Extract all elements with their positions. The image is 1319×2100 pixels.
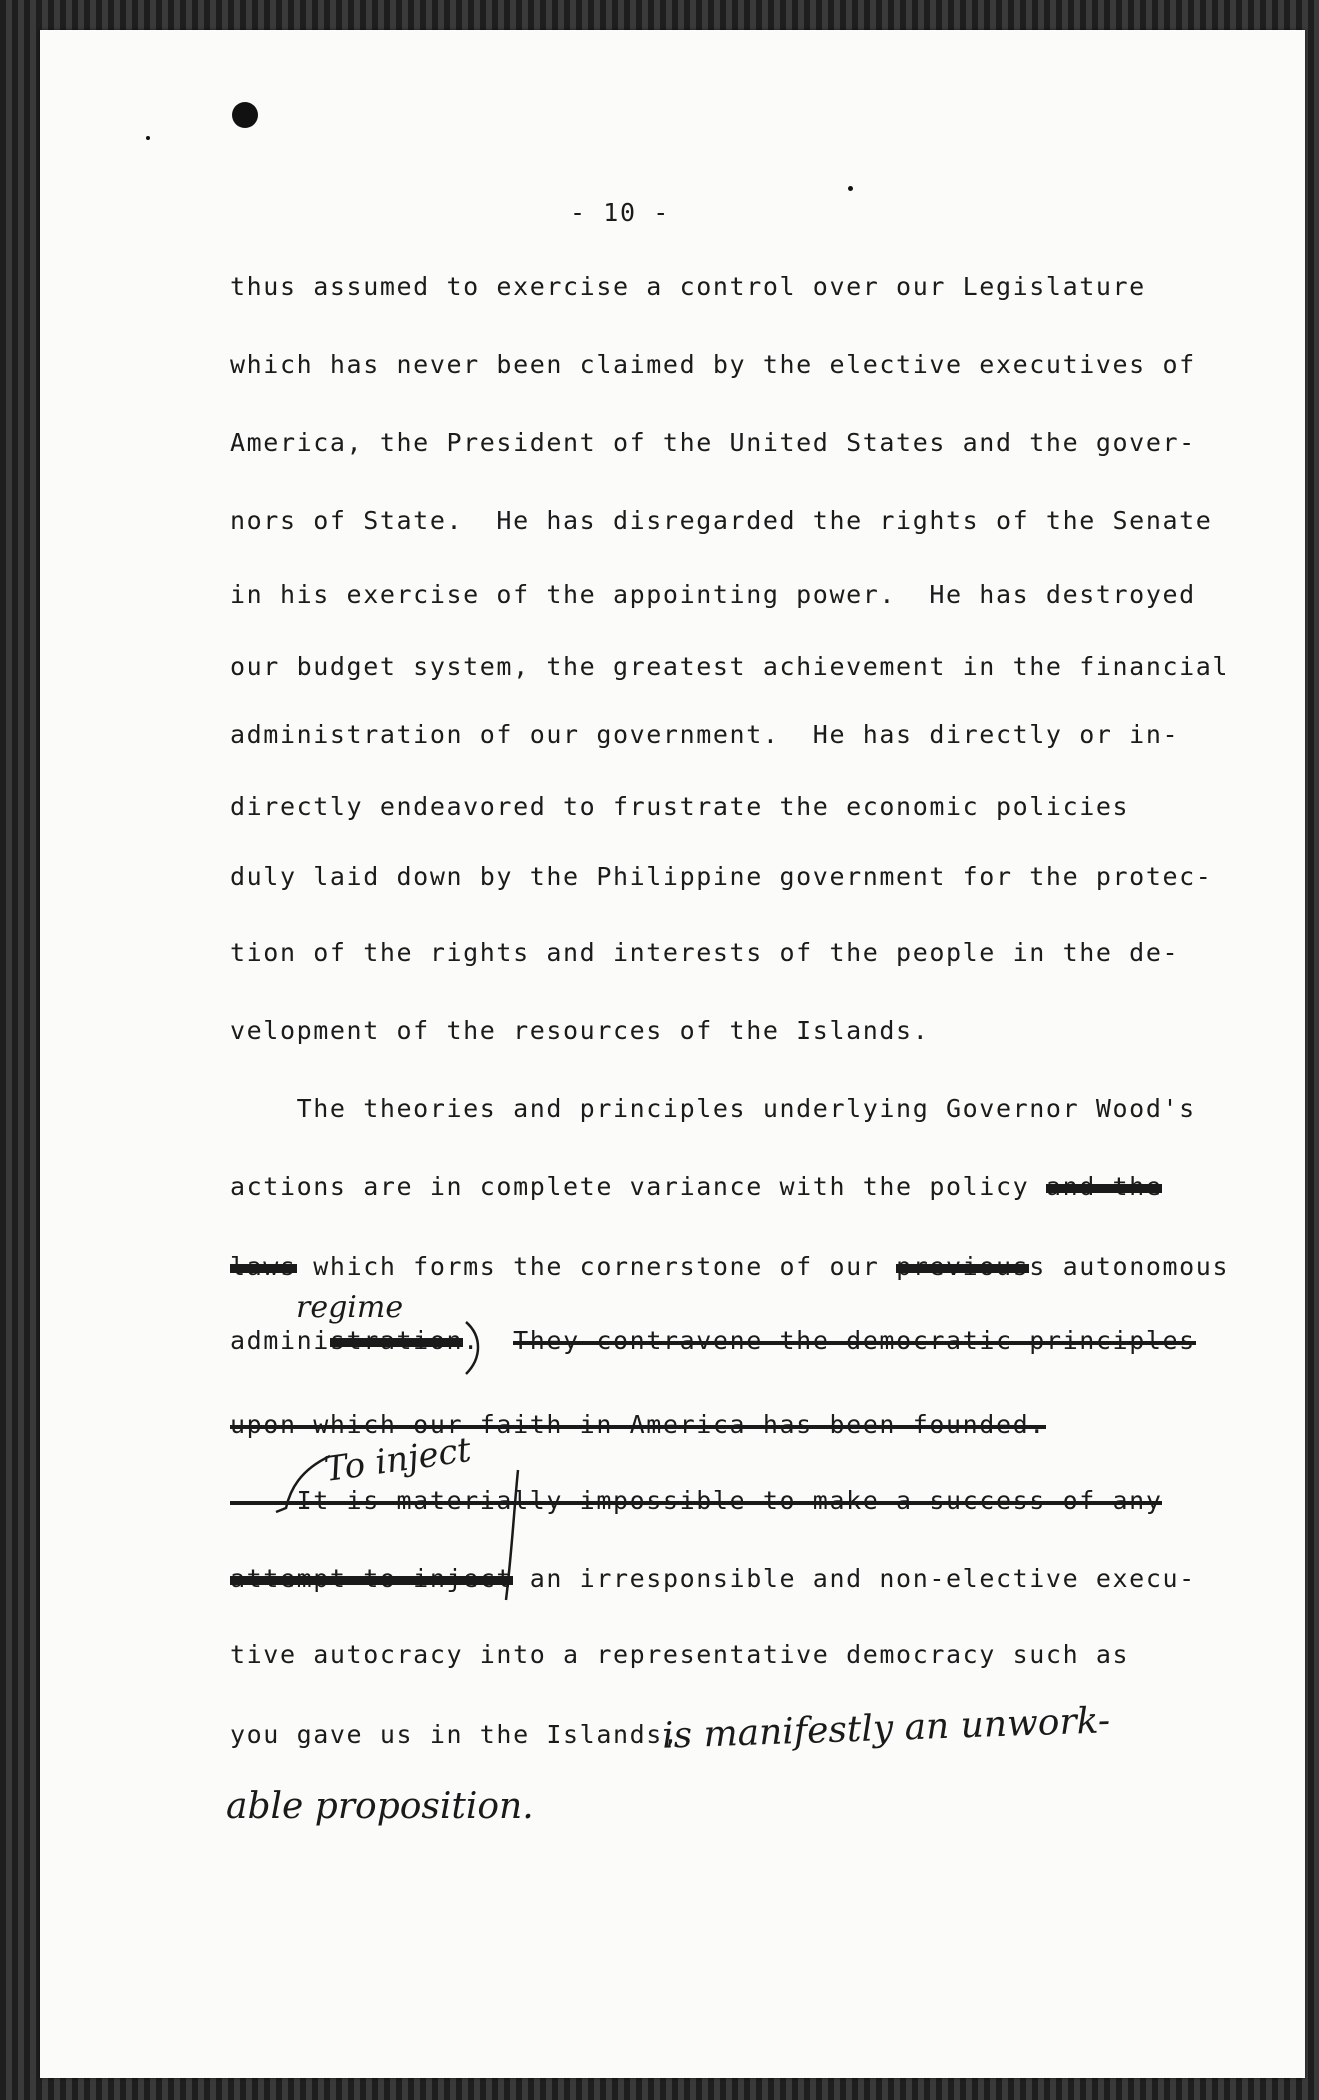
handwritten-ending: able proposition. bbox=[226, 1786, 534, 1827]
insertion-paren bbox=[460, 1318, 490, 1378]
text-line: duly laid down by the Philippine government for the protec- bbox=[230, 862, 1213, 891]
text-line: nors of State. He has disregarded the rights of the Senate bbox=[230, 506, 1213, 535]
struck-text: stration bbox=[329, 1326, 464, 1355]
handwritten-insertion-to-inject: To inject bbox=[321, 1429, 474, 1491]
text-line bbox=[230, 1326, 1196, 1356]
text-segment: s autonomous bbox=[1029, 1252, 1230, 1281]
ink-speck bbox=[848, 186, 853, 191]
struck-text: laws bbox=[230, 1252, 297, 1281]
text-line: which has never been claimed by the elective executives of bbox=[230, 350, 1196, 379]
text-line: tive autocracy into a representative democracy such as bbox=[230, 1640, 1130, 1669]
text-segment: admini bbox=[230, 1326, 330, 1355]
text-line bbox=[230, 1252, 1229, 1282]
text-segment: an irresponsible and non-elective execu- bbox=[513, 1564, 1196, 1593]
text-line: velopment of the resources of the Islands. bbox=[230, 1016, 930, 1045]
text-segment: . bbox=[463, 1326, 514, 1355]
text-line: tion of the rights and interests of the people in the de- bbox=[230, 938, 1180, 967]
struck-text: and the bbox=[1045, 1172, 1163, 1201]
text-line: administration of our government. He has directly or in- bbox=[230, 720, 1180, 749]
struck-text: They contravene the democratic principles bbox=[513, 1326, 1196, 1355]
page-number: - 10 - bbox=[570, 198, 670, 227]
text-line: directly endeavored to frustrate the economic policies bbox=[230, 792, 1130, 821]
text-line: in his exercise of the appointing power. He has destroyed bbox=[230, 580, 1196, 609]
insertion-bracket bbox=[270, 1450, 530, 1620]
document-page bbox=[40, 30, 1305, 2078]
struck-text: previous bbox=[896, 1252, 1030, 1281]
struck-text: attempt to inject bbox=[230, 1564, 514, 1593]
text-line: you gave us in the Islands, bbox=[230, 1720, 680, 1749]
struck-text: upon which our faith in America has been founded. bbox=[230, 1410, 1046, 1439]
text-segment: which forms the cornerstone of our bbox=[296, 1252, 897, 1281]
text-segment: actions are in complete variance with the policy bbox=[230, 1172, 1046, 1201]
text-line bbox=[230, 1410, 1046, 1440]
text-line: thus assumed to exercise a control over our Legislature bbox=[230, 272, 1146, 301]
ink-speck bbox=[146, 136, 150, 140]
ink-blot bbox=[232, 102, 258, 128]
text-line: our budget system, the greatest achievement in the financial bbox=[230, 652, 1230, 681]
struck-text: It is materially impossible to make a success of any bbox=[230, 1486, 1163, 1515]
text-line: The theories and principles underlying Governor Wood's bbox=[230, 1094, 1196, 1123]
text-line bbox=[230, 1172, 1162, 1202]
text-line: America, the President of the United States and the gover- bbox=[230, 428, 1196, 457]
handwritten-insertion: is manifestly an unwork- bbox=[661, 1700, 1111, 1757]
handwritten-insertion-regime: regime bbox=[296, 1290, 404, 1325]
